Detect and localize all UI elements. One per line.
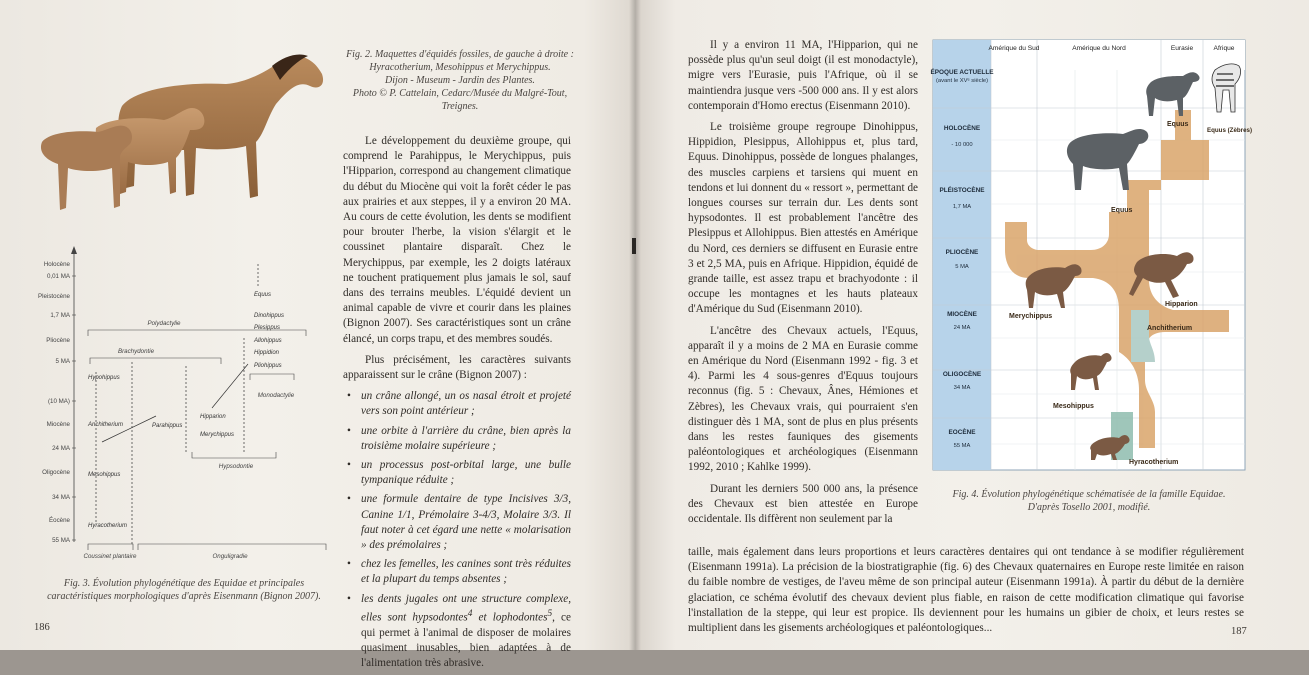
fig2-caption-line: Hyracotherium, Mesohippus et Merychippus. — [369, 62, 551, 73]
epoch-age: 1,7 MA — [952, 204, 972, 210]
time-label: Pleistocène — [38, 293, 70, 300]
paragraph: Il y a environ 11 MA, l'Hipparion, qui ne possède plus qu'un seul doigt (il est monodactyle), migre vers l'Eurasie, puis l'Afrique, où il se maintiendra jusque vers -500 000 ans. Il y est alors contemporain d'Homo erectus (Eisenmann 2010). — [688, 39, 918, 112]
epoch-label: HOLOCÈNE — [943, 125, 981, 132]
bullet-text: les dents jugales ont une structure complexe, elles sont hypsodontes — [361, 592, 571, 624]
epoch-label: PLÉISTOCÈNE — [939, 187, 985, 194]
bullet-text: et lophodontes — [472, 611, 548, 624]
trait-label: Monodactylie — [257, 392, 295, 399]
epoch-label: OLIGOCÈNE — [942, 371, 982, 378]
horse-models-photo — [36, 46, 331, 221]
column-header: Eurasie — [1170, 45, 1194, 52]
taxon-label: Equus — [254, 292, 272, 298]
list-item: • une formule dentaire de type Incisives 3/3, Canine 1/1, Prémolaire 3-4/3, Molaire 3/3. Il faut noter à cet égard une nette « molarisation » des prémolaires ; — [343, 492, 571, 553]
epoch-age: 34 MA — [953, 385, 971, 391]
taxon-label: Anchitherium — [88, 422, 124, 428]
taxon-label: Mesohippus — [88, 472, 121, 478]
skull-features-list — [343, 389, 571, 671]
fig2-caption-line: Dijon - Museum - Jardin des Plantes. — [385, 75, 535, 86]
list-item: • un processus post-orbital large, une bulle tympanique réduite ; — [343, 458, 571, 488]
taxon-label: Merychippus — [1009, 313, 1053, 320]
taxon-label: Hipparion — [1165, 301, 1198, 308]
time-label: (10 MA) — [47, 398, 70, 405]
left-page — [0, 0, 635, 670]
taxon-label: Plesippus — [254, 325, 281, 331]
paragraph: Le troisième groupe regroupe Dinohippus, Hippidion, Plesippus, Allohippus et, plus tard, Equus. Dinohippus, possède de longues phalanges, des muscles carpiens et tarsiens qui muent en tendons et lui donnent du « ressort », permettant de longues courses sur terrain dur. Les dents sont hypsodontes. Il est probablement l'ancêtre des Plesippus et Allohippus. Bien attestés en Amérique du Nord, ces derniers se diffusent en Eurasie entre 3 et 2,5 MA, puis en Afrique. Hippidion, équidé de grande taille, est assez trapu et brachyodonte : il occupe les montagnes et les hauts plateaux d'Amérique du Sud (Eisenmann 2010). — [688, 121, 918, 316]
fig3-caption-line: Fig. 3. Évolution phylogénétique des Equidae et principales — [63, 578, 305, 589]
time-label: 5 MA — [55, 358, 70, 365]
taxon-label: Equus — [1111, 207, 1133, 214]
epoch-age: 24 MA — [953, 325, 971, 331]
epoch-age: 5 MA — [955, 264, 969, 270]
left-text-column — [343, 134, 571, 675]
taxon-label: Parahippus — [152, 423, 183, 429]
footnote-ref: 4 — [467, 608, 473, 619]
taxon-label: Mesohippus — [1053, 403, 1094, 410]
time-label: 55 MA — [52, 537, 70, 544]
trait-label: Onguligradie — [212, 553, 248, 560]
fig2-caption — [340, 48, 580, 113]
trait-label: Brachydontie — [117, 348, 155, 355]
time-label: Miocène — [46, 421, 70, 428]
taxon-label: Equus — [1167, 121, 1189, 128]
time-label: Éocène — [49, 517, 70, 524]
fig3-caption-line: caractéristiques morphologiques d'après Eisenmann (Bignon 2007). — [47, 591, 321, 602]
fig4-caption — [933, 488, 1245, 514]
fig3-caption — [34, 577, 334, 603]
right-text-column — [688, 38, 918, 533]
fig4-caption-line: D'après Tosello 2001, modifié. — [1027, 502, 1151, 513]
time-label: 34 MA — [52, 494, 70, 501]
taxon-label: Hypohippus — [88, 375, 120, 381]
time-label: Oligocène — [42, 469, 70, 476]
fig4-caption-line: Fig. 4. Évolution phylogénétique schématisée de la famille Equidae. — [952, 489, 1226, 500]
list-item: • chez les femelles, les canines sont très réduites et la plupart du temps absentes ; — [343, 557, 571, 587]
epoch-label: MIOCÈNE — [947, 311, 977, 318]
paragraph: L'ancêtre des Chevaux actuels, l'Equus, apparaît il y a moins de 2 MA en Eurasie comme en Amérique du Nord (Eisenmann 1992 - fig. 3 et 4). Parmi les 4 sous-genres d'Equus toujours reconnus (fig. 5 : Chevaux, Ânes, Hémiones et Zèbres), les Chevaux vrais, qui pourraient s'en distinguer dès 1 MA, sont de plus en plus présents dans les restes fauniques des gisements paléontologiques et archéologiques (Eisenmann 1992, 2010 ; Kahlke 1999). — [688, 324, 918, 474]
footnote-ref: 5 — [547, 608, 553, 619]
epoch-label: ÉPOQUE ACTUELLE — [930, 69, 994, 76]
taxon-label: Anchitherium — [1147, 325, 1193, 332]
epoch-age: (avant le XVᵉ siècle) — [935, 78, 989, 84]
paragraph: Le développement du deuxième groupe, qui comprend le Parahippus, le Merychippus, puis l'Hipparion, correspond au changement climatique du début du Miocène qui voit la forêt céder le pas aux prairies et aux steppes, il y a environ 20 MA. Au cours de cette évolution, les dents se modifient pour brouter l'herbe, la vision s'élargit et le coussinet plantaire disparaît. Chez le Merychippus, par exemple, les 2 doigts latéraux ne touchent pratiquement plus jamais le sol, sauf dans des terrains meubles. L'équidé devient un animal capable de vivre et courir dans les plaines (Bignon 2007). Ses caractéristiques sont un crâne élancé, un corps trapu, et des membres soudés. — [343, 135, 571, 345]
fig2-caption-line: Photo © P. Cattelain, Cedarc/Musée du Malgré-Tout, — [352, 88, 568, 99]
column-header: Amérique du Nord — [1072, 45, 1126, 52]
paragraph: taille, mais également dans leurs proportions et leurs caractères dentaires qui ont tendance à se modifier régulièrement (Eisenmann 1991a). La précision de la biostratigraphie (fig. 6) des Chevaux quaternaires en Europe reste limitée en raison du faible nombre de vestiges, de l'aveu même de son principal auteur (Eisenmann 1991a). À partir du début de la dernière glaciation, ce schéma évolutif des chevaux devient plus fiable, en raison de cette modification climatique qui favorise l'installation de la steppe, qui leur est propice. Ils deviennent pour les humains un gibier de choix, et leurs restes se multiplient dans les gisements archéologiques et paléontologiques... — [688, 546, 1244, 635]
time-label: 1,7 MA — [50, 312, 70, 319]
taxon-label: Pliohippus — [254, 363, 282, 369]
trait-label: Coussinet plantaire — [83, 553, 137, 560]
time-label: 0,01 MA — [46, 273, 70, 280]
fig2-caption-line: Fig. 2. Maquettes d'équidés fossiles, de gauche à droite : — [346, 49, 574, 60]
epoch-label: PLIOCÈNE — [945, 249, 979, 256]
list-item: • un crâne allongé, un os nasal étroit et projeté vers son point antérieur ; — [343, 389, 571, 419]
list-item — [343, 592, 571, 672]
phylogeny-chart — [36, 246, 328, 576]
epoch-age: - 10 000 — [951, 142, 973, 148]
list-item: • une orbite à l'arrière du crâne, bien après la troisième molaire supérieure ; — [343, 424, 571, 454]
trait-label: Hypsodontie — [218, 463, 254, 470]
epoch-label: EOCÈNE — [948, 429, 976, 436]
paragraph: Durant les derniers 500 000 ans, la présence des Chevaux est bien attestée en Europe occidentale. Ils diffèrent non seulement par la — [688, 482, 918, 526]
binding-mark — [632, 238, 636, 254]
epoch-age: 55 MA — [953, 443, 971, 449]
taxon-label: Merychippus — [200, 432, 235, 438]
right-page — [635, 0, 1309, 650]
taxon-label: Allohippus — [254, 338, 282, 344]
page-number: 186 — [34, 622, 50, 633]
taxon-label: Dinohippus — [254, 313, 285, 319]
bullet-text: , ce qui permet à l'animal de disposer de molaires quasiment inusables, bien adaptées à de l'alimentation très abrasive. — [361, 611, 571, 670]
column-header: Afrique — [1213, 45, 1235, 52]
time-label: Pliocène — [46, 337, 70, 344]
paragraph: Plus précisément, les caractères suivants apparaissent sur le crâne (Bignon 2007) : — [343, 353, 571, 382]
time-label: 24 MA — [52, 445, 70, 452]
taxon-label: Hyracotherium — [1129, 459, 1179, 466]
trait-label: Polydactylie — [147, 320, 181, 327]
taxon-label: Hippidion — [254, 350, 280, 356]
page-number: 187 — [1231, 626, 1247, 637]
right-wide-text — [688, 545, 1244, 642]
book-gutter — [629, 0, 641, 650]
taxon-label: Hipparion — [200, 414, 226, 420]
column-header: Amérique du Sud — [988, 45, 1040, 52]
taxon-label: Equus (Zèbres) — [1207, 127, 1253, 134]
equidae-phylogeny-figure — [930, 40, 1253, 470]
taxon-label: Hyracotherium — [88, 523, 128, 529]
time-label: Holocène — [43, 261, 70, 268]
fig2-caption-line: Treignes. — [441, 101, 479, 112]
